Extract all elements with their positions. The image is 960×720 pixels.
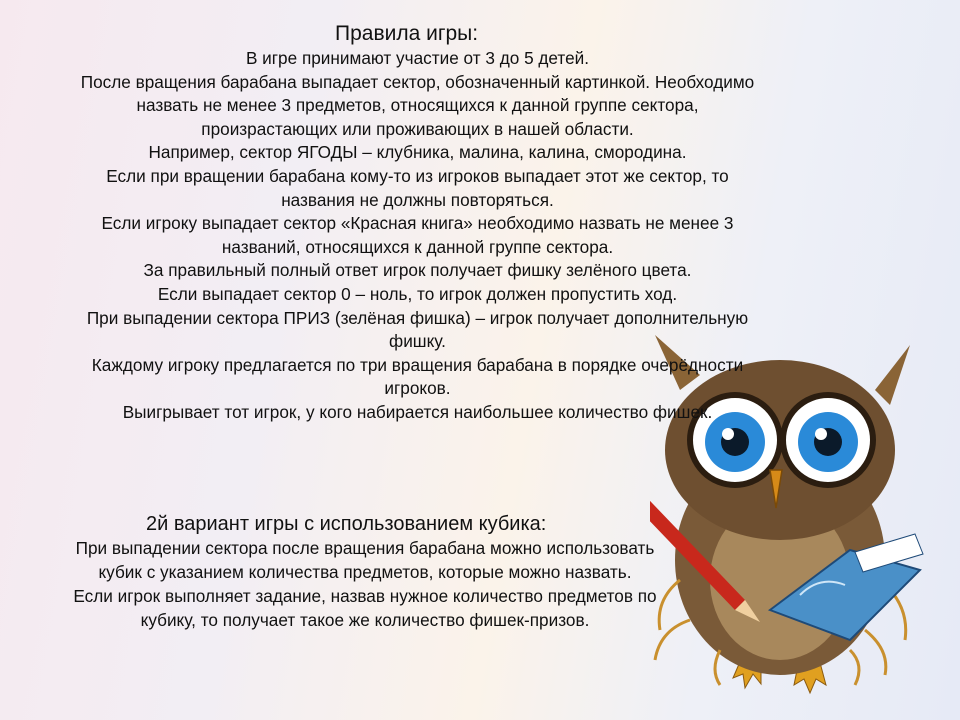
- rule-line: фишку.: [389, 331, 446, 352]
- rule-line: Каждому игроку предлагается по три вращения барабана в порядке очерёдности: [91, 354, 744, 375]
- rule-line: произрастающих или проживающих в нашей области.: [201, 118, 634, 139]
- rule-line: Если игроку выпадает сектор «Красная книга» необходимо назвать не менее 3: [101, 213, 734, 234]
- variant2-line: Если игрок выполняет задание, назвав нужное количество предметов по: [73, 586, 657, 606]
- rule-line: названия не должны повторяться.: [281, 189, 554, 210]
- variant2-line: При выпадении сектора после вращения барабана можно использовать: [75, 538, 655, 558]
- rule-line: Если при вращении барабана кому-то из игроков выпадает этот же сектор, то: [106, 165, 729, 186]
- rule-line: Выигрывает тот игрок, у кого набирается наибольшее количество фишек.: [122, 401, 713, 422]
- rules-title: Правила игры:: [335, 22, 479, 45]
- rule-line: В игре принимают участие от 3 до 5 детей.: [245, 48, 590, 68]
- rule-line: Например, сектор ЯГОДЫ – клубника, малина, калина, смородина.: [148, 142, 687, 163]
- variant2-line: кубику, то получает такое же количество фишек-призов.: [140, 610, 590, 630]
- rule-line: После вращения барабана выпадает сектор, обозначенный картинкой. Необходимо: [80, 71, 755, 92]
- variant2-list: [0, 536, 730, 632]
- rule-line: игроков.: [384, 378, 451, 399]
- variant2-line: кубик с указанием количества предметов, которые можно назвать.: [98, 562, 632, 582]
- rule-line: За правильный полный ответ игрок получает фишку зелёного цвета.: [143, 260, 692, 281]
- rules-list: [20, 47, 815, 425]
- rule-line: названий, относящихся к данной группе сектора.: [221, 236, 614, 257]
- variant2-title: 2й вариант игры с использованием кубика:: [146, 513, 547, 535]
- rule-line: назвать не менее 3 предметов, относящихся к данной группе сектора,: [136, 95, 699, 116]
- rule-line: При выпадении сектора ПРИЗ (зелёная фишка) – игрок получает дополнительную: [86, 307, 749, 328]
- rule-line: Если выпадает сектор 0 – ноль, то игрок должен пропустить ход.: [157, 283, 678, 304]
